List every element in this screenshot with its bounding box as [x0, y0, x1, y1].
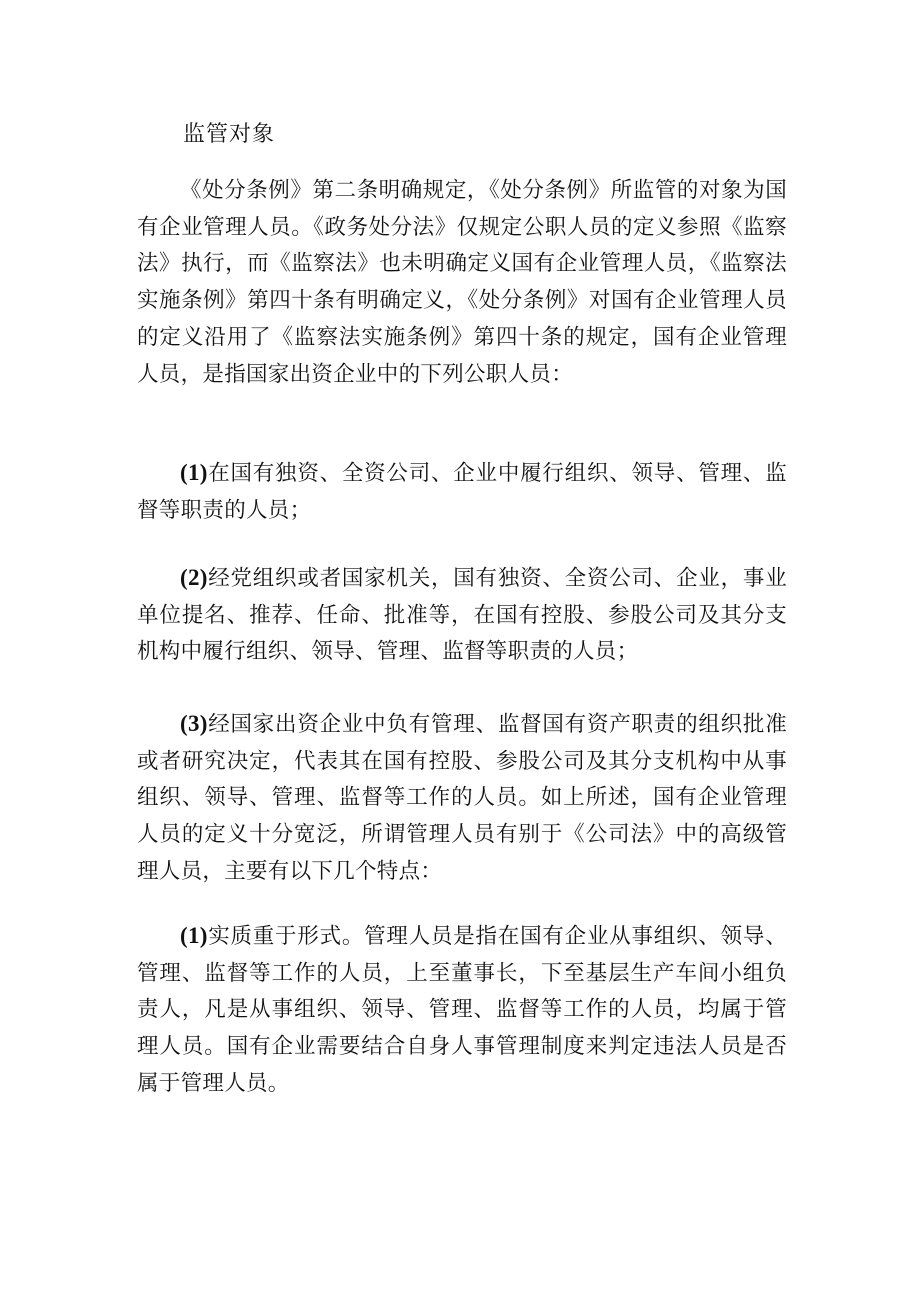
list-item-paragraph	[137, 455, 787, 529]
paragraph-text: 经国家出资企业中负有管理、监督国有资产职责的组织批准或者研究决定，代表其在国有控股、参股公司及其分支机构中从事组织、领导、管理、监督等工作的人员。如上所述，国有企业管理人员的定义十分宽泛，所谓管理人员有别于《公司法》中的高级管理人员，主要有以下几个特点：	[137, 712, 787, 884]
paragraph-text: 实质重于形式。管理人员是指在国有企业从事组织、领导、管理、监督等工作的人员，上至董事长，下至基层生产车间小组负责人，凡是从事组织、领导、管理、监督等工作的人员，均属于管理人员。国有企业需要结合自身人事管理制度来判定违法人员是否属于管理人员。	[137, 924, 787, 1096]
paragraph-number: (3)	[180, 711, 208, 736]
intro-paragraph	[137, 172, 787, 393]
list-item-paragraph	[137, 560, 787, 671]
paragraph-text: 经党组织或者国家机关，国有独资、全资公司、企业，事业单位提名、推荐、任命、批准等，在国有控股、参股公司及其分支机构中履行组织、领导、管理、监督等职责的人员；	[137, 566, 787, 665]
section-heading: 监管对象	[183, 122, 276, 147]
paragraph-text: 《处分条例》第二条明确规定，《处分条例》所监管的对象为国有企业管理人员。《政务处分法》仅规定公职人员的定义参照《监察法》执行，而《监察法》也未明确定义国有企业管理人员，《监察法实施条例》第四十条有明确定义，《处分条例》对国有企业管理人员的定义沿用了《监察法实施条例》第四十条的规定，国有企业管理人员，是指国家出资企业中的下列公职人员：	[137, 178, 787, 387]
paragraph-number: (2)	[180, 565, 208, 590]
feature-paragraph	[137, 918, 787, 1103]
list-item-paragraph	[137, 706, 787, 891]
paragraph-number: (1)	[180, 923, 208, 948]
paragraph-number: (1)	[180, 460, 208, 485]
paragraph-text: 在国有独资、全资公司、企业中履行组织、领导、管理、监督等职责的人员；	[137, 461, 787, 523]
